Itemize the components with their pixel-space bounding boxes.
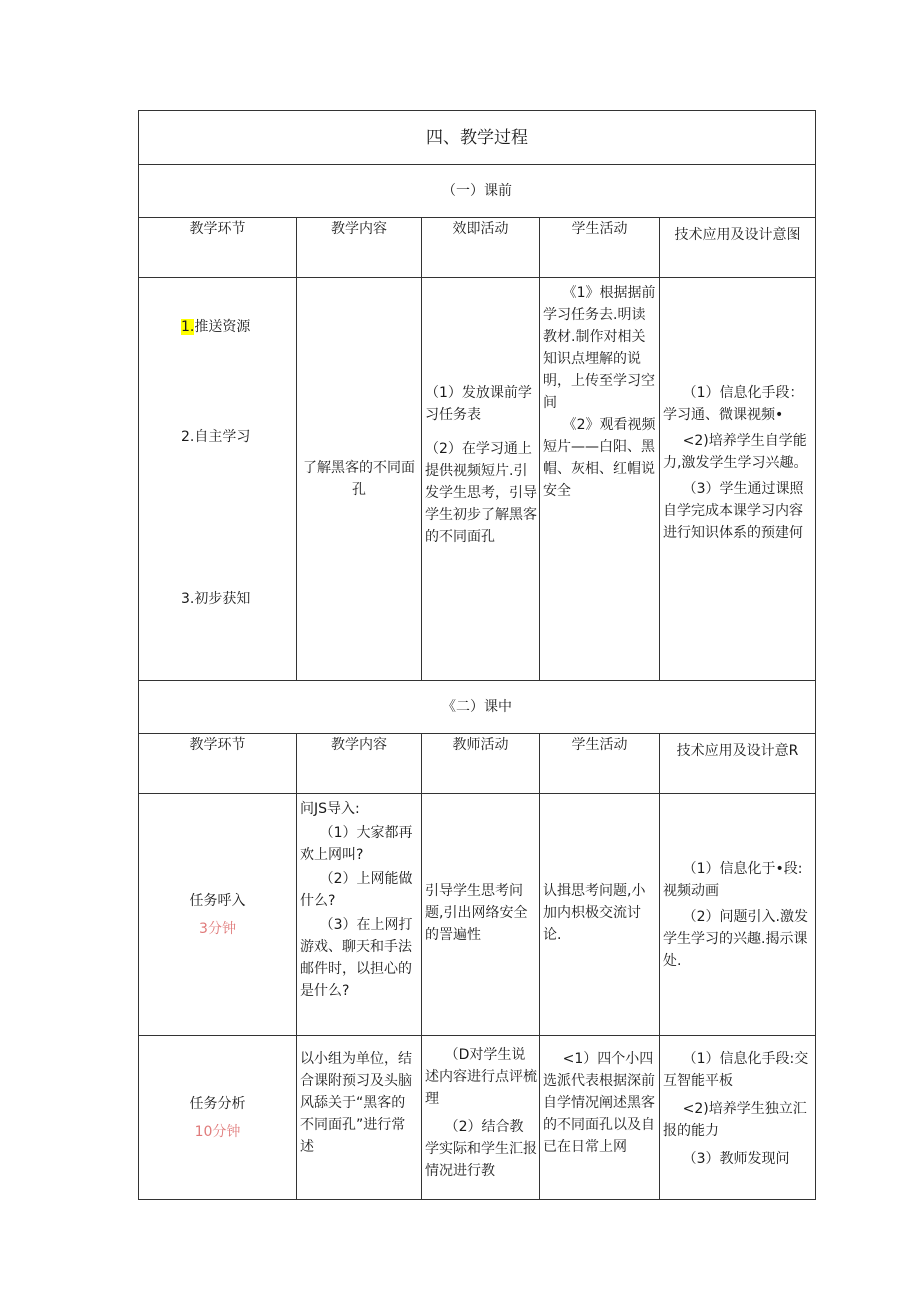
header-student: 学生活动: [540, 734, 660, 794]
stage-name: 任务呼入: [189, 892, 246, 909]
stage-3: 3.初步获知: [181, 591, 251, 607]
row-1-stage: [139, 794, 297, 1036]
row-1-tech: [660, 794, 816, 1036]
pre-class-student: [540, 278, 660, 681]
in-class-header-row: [139, 734, 816, 794]
teacher-line-2: （2）结合教学实际和学生汇报情况进行教: [425, 1119, 537, 1179]
in-class-band: 《二）课中: [139, 681, 816, 734]
pre-teacher-item-1: （1）发放课前学习任务表: [425, 385, 532, 423]
row-1-student: 认揖思考问题,小加内枳极交流讨论.: [540, 794, 660, 1036]
header-student: 学生活动: [540, 218, 660, 278]
row-2-content: 以小组为单位，结合课附预习及头脑风舔关于“黑客的不同面孔”进行常述: [297, 1036, 422, 1200]
header-content: 教学内容: [297, 218, 422, 278]
content-line-2: （1）大家都再欢上网叫?: [300, 825, 413, 863]
row-2-teacher: [422, 1036, 540, 1200]
pre-class-header-row: [139, 218, 816, 278]
pre-class-stages: [139, 278, 297, 681]
pre-tech-item-1: （1）信息化手段：学习通、微课视频•: [663, 385, 804, 423]
table-row: [139, 1036, 816, 1200]
tech-line-2: （2）问题引入.激发学生学习的兴趣.揭示课处.: [663, 909, 808, 969]
stage-name: 任务分析: [189, 1095, 246, 1112]
header-teacher: 效即活动: [422, 218, 540, 278]
table-row: [139, 794, 816, 1036]
tech-line-3: （3）教师发现问: [682, 1151, 790, 1167]
header-teacher: 教师活动: [422, 734, 540, 794]
row-2-stage: [139, 1036, 297, 1200]
teacher-line-1: （D对学生说述内容进行点评梳理: [425, 1047, 537, 1107]
stage-time: 10分钟: [194, 1123, 241, 1140]
stage-2: 2.自主学习: [181, 429, 251, 445]
content-line-3: （2）上网能做什么?: [300, 871, 413, 909]
pre-class-teacher: [422, 278, 540, 681]
section-title: 四、教学过程: [139, 111, 816, 165]
pre-class-band: （一）课前: [139, 165, 816, 218]
pre-tech-item-3: （3）学生通过课照自学完成本课学习内容进行知识体系的预建何: [663, 481, 804, 541]
tech-line-1: （1）信息化于•段:视频动画: [663, 861, 803, 899]
row-1-teacher: 引导学生思考问题,引出网络安全的詈遍性: [422, 794, 540, 1036]
row-2-student: <1）四个小四选派代表根据深前自学情况阐述黑客的不同面孔以及自已在日常上网: [540, 1036, 660, 1200]
row-2-tech: [660, 1036, 816, 1200]
pre-class-tech: [660, 278, 816, 681]
pre-student-item-2: 《2》观看视频短片——白阳、黑帽、灰相、红帽说安全: [543, 417, 656, 499]
content-line-4: （3）在上网打游戏、聊天和手法邮件时，以担心的是什么?: [300, 917, 413, 999]
pre-student-item-1: 《1》根据据前学习任务去.明读教材.制作对相关知识点埋解的说明，上传至学习空间: [543, 285, 656, 411]
pre-tech-item-2: <2)培养学生自学能力,激发学生学习兴趣。: [663, 433, 808, 471]
pre-class-content: 了解黑客的不同面孔: [297, 278, 422, 681]
content-line-1: 问JS导入:: [300, 801, 360, 817]
stage-1: [181, 316, 250, 338]
stage-1-text: 推送资源: [194, 319, 251, 335]
row-1-content: [297, 794, 422, 1036]
header-tech: 技术应用及设计意图: [660, 218, 816, 278]
pre-class-row: [139, 278, 816, 681]
stage-1-number: 1.: [181, 319, 195, 335]
tech-line-2: <2)培养学生独立汇报的能力: [663, 1101, 807, 1139]
tech-line-1: （1）信息化手段:交互智能平板: [663, 1051, 809, 1089]
pre-teacher-item-2: （2）在学习通上提供视频短片.引发学生思考，引导学生初步了解黑客的不同面孔: [425, 441, 537, 545]
header-content: 教学内容: [297, 734, 422, 794]
header-stage: 教学环节: [139, 218, 297, 278]
header-stage: 教学环节: [139, 734, 297, 794]
stage-time: 3分钟: [199, 920, 236, 937]
header-tech: 技术应用及设计意R: [660, 734, 816, 794]
lesson-plan-table: [138, 110, 816, 1200]
